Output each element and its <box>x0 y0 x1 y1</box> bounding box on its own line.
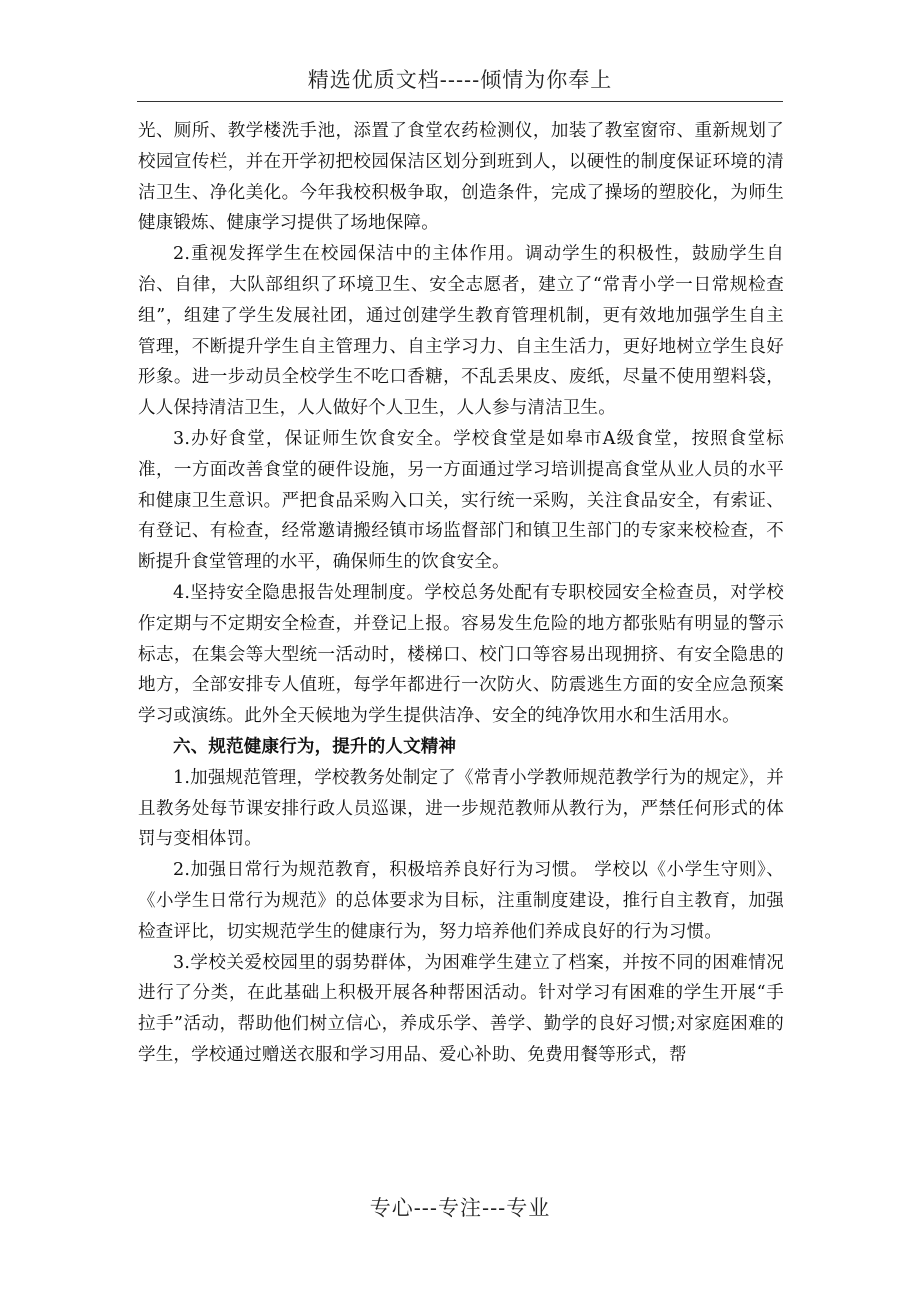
page-header: 精选优质文档-----倾情为你奉上 <box>307 68 613 92</box>
document-body <box>138 116 784 1071</box>
paragraph-item-3: 3.办好食堂，保证师生饮食安全。学校食堂是如皋市A级食堂，按照食堂标准，一方面改善食堂的硬件设施，另一方面通过学习培训提高食堂从业人员的水平和健康卫生意识。严把食品采购入口关，实行统一采购，关注食品安全，有索证、有登记、有检查，经常邀请搬经镇市场监督部门和镇卫生部门的专家来校检查，不断提升食堂管理的水平，确保师生的饮食安全。 <box>138 428 784 573</box>
paragraph-item-4: 4.坚持安全隐患报告处理制度。学校总务处配有专职校园安全检查员，对学校作定期与不定期安全检查，并登记上报。容易发生危险的地方都张贴有明显的警示标志，在集会等大型统一活动时，楼梯口、校门口等容易出现拥挤、有安全隐患的地方，全部安排专人值班，每学年都进行一次防火、防震逃生方面的安全应急预案学习或演练。此外全天候地为学生提供洁净、安全的纯净饮用水和生活用水。 <box>138 582 784 727</box>
page-footer: 专心---专注---专业 <box>369 1196 551 1220</box>
paragraph-section6-item-2: 2.加强日常行为规范教育，积极培养良好行为习惯。 学校以《小学生守则》、《小学生日常行为规范》的总体要求为目标，注重制度建设，推行自主教育，加强检查评比，切实规范学生的健康行为，努力培养他们养成良好的行为习惯。 <box>138 860 784 942</box>
paragraph-section6-item-3: 3.学校关爱校园里的弱势群体，为困难学生建立了档案，并按不同的困难情况进行了分类，在此基础上积极开展各种帮困活动。针对学习有困难的学生开展“手拉手”活动，帮助他们树立信心，养成乐学、善学、勤学的良好习惯;对家庭困难的学生，学校通过赠送衣服和学习用品、爱心补助、免费用餐等形式，帮 <box>138 952 784 1065</box>
header-divider <box>137 101 783 102</box>
paragraph-continuation: 光、厕所、教学楼洗手池，添置了食堂农药检测仪，加装了教室窗帘、重新规划了校园宣传栏，并在开学初把校园保洁区划分到班到人，以硬性的制度保证环境的清洁卫生、净化美化。今年我校积极争取，创造条件，完成了操场的塑胶化，为师生健康锻炼、健康学习提供了场地保障。 <box>138 121 784 234</box>
paragraph-section6-item-1: 1.加强规范管理，学校教务处制定了《常青小学教师规范教学行为的规定》，并且教务处每节课安排行政人员巡课，进一步规范教师从教行为，严禁任何形式的体罚与变相体罚。 <box>138 767 784 850</box>
paragraph-item-2: 2.重视发挥学生在校园保洁中的主体作用。调动学生的积极性，鼓励学生自治、自律，大队部组织了环境卫生、安全志愿者，建立了“常青小学一日常规检查组”，组建了学生发展社团，通过创建学生教育管理机制，更有效地加强学生自主管理，不断提升学生自主管理力、自主学习力、自主生活力，更好地树立学生良好形象。进一步动员全校学生不吃口香糖，不乱丢果皮、废纸，尽量不使用塑料袋，人人保持清洁卫生，人人做好个人卫生，人人参与清洁卫生。 <box>138 244 784 419</box>
section-heading: 六、规范健康行为，提升的人文精神 <box>173 736 457 757</box>
